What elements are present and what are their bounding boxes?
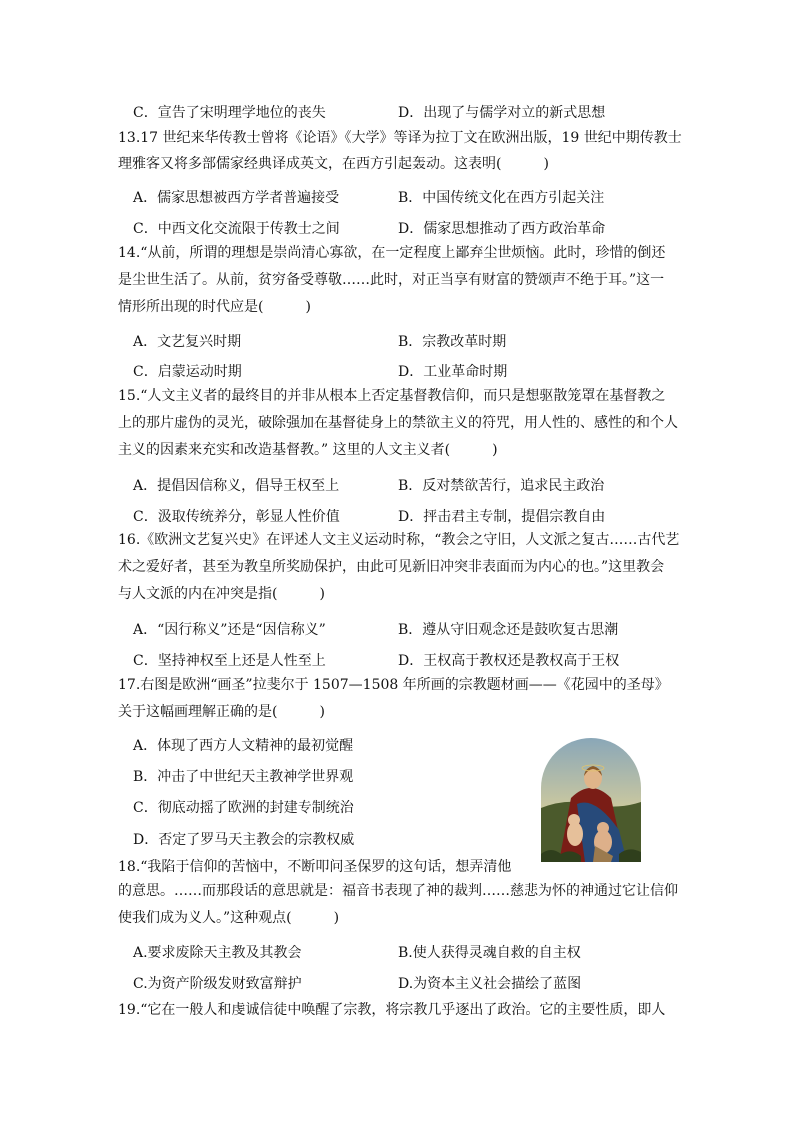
q17-option-b: B．冲击了中世纪天主教神学世界观	[133, 769, 354, 785]
q13-option-a: A．儒家思想被西方学者普遍接受	[133, 190, 340, 206]
q12-option-c: C．宣告了宋明理学地位的丧失	[133, 105, 326, 121]
q14-stem-line-1: 14.“从前，所谓的理想是崇尚清心寡欲，在一定程度上鄙弃尘世烦恼。此时，珍惜的倒还	[118, 245, 666, 261]
q17-stem-line-2: 关于这幅画理解正确的是( )	[118, 704, 325, 720]
q18-stem-line-2: 的意思。……而那段话的意思就是：福音书表现了神的裁判……慈悲为怀的神通过它让信仰	[118, 883, 678, 899]
q15-stem-line-3: 主义的因素来充实和改造基督教。” 这里的人文主义者( )	[118, 442, 498, 458]
q12-option-d: D．出现了与儒学对立的新式思想	[398, 105, 606, 121]
q15-stem-line-1: 15.“人文主义者的最终目的并非从根本上否定基督教信仰，而只是想驱散笼罩在基督教之	[118, 388, 666, 404]
q14-stem-line-3: 情形所出现的时代应是( )	[118, 299, 311, 315]
q15-option-a: A．提倡因信称义，倡导王权至上	[133, 478, 340, 494]
q14-option-b: B．宗教改革时期	[398, 334, 507, 350]
q15-option-b: B．反对禁欲苦行，追求民主政治	[398, 478, 605, 494]
q15-option-d: D．抨击君主专制，提倡宗教自由	[398, 509, 606, 525]
q15-stem-line-2: 上的那片虚伪的灵光，破除强加在基督徒身上的禁欲主义的符咒，用人性的、感性的和个人	[118, 415, 678, 431]
q14-option-c: C．启蒙运动时期	[133, 364, 242, 380]
q18-option-a: A.要求废除天主教及其教会	[133, 945, 302, 961]
madonna-painting	[541, 738, 641, 862]
q16-option-a: A．“因行称义”还是“因信称义”	[133, 622, 326, 638]
q16-option-b: B．遵从守旧观念还是鼓吹复古思潮	[398, 622, 619, 638]
q18-option-d: D.为资本主义社会描绘了蓝图	[398, 976, 582, 992]
q13-stem-line-1: 13.17 世纪来华传教士曾将《论语》《大学》等译为拉丁文在欧洲出版，19 世纪中期传教士	[118, 130, 682, 146]
q13-option-d: D．儒家思想推动了西方政治革命	[398, 221, 606, 237]
q16-stem-line-2: 术之爱好者，甚至为教皇所奖励保护，由此可见新旧冲突非表面而为内心的也。”这里教会	[118, 559, 665, 575]
q16-option-c: C．坚持神权至上还是人性至上	[133, 653, 326, 669]
q18-option-b: B.使人获得灵魂自救的自主权	[398, 945, 581, 961]
q13-option-c: C．中西文化交流限于传教士之间	[133, 221, 340, 237]
q16-stem-line-1: 16.《欧洲文艺复兴史》在评述人文主义运动时称，“教会之守旧，人文派之复古……古代艺	[118, 532, 680, 548]
q18-option-c: C.为资产阶级发财致富辩护	[133, 976, 302, 992]
q14-option-a: A．文艺复兴时期	[133, 334, 242, 350]
q15-option-c: C．汲取传统养分，彰显人性价值	[133, 509, 340, 525]
q17-option-d: D．否定了罗马天主教会的宗教权威	[133, 832, 355, 848]
q14-stem-line-2: 是尘世生活了。从前，贫穷备受尊敬……此时，对正当享有财富的赞颂声不绝于耳。”这一	[118, 272, 665, 288]
q16-stem-line-3: 与人文派的内在冲突是指( )	[118, 586, 325, 602]
q18-stem-line-3: 使我们成为义人。”这种观点( )	[118, 910, 340, 926]
q17-option-a: A．体现了西方人文精神的最初觉醒	[133, 738, 354, 754]
q17-stem-line-1: 17.右图是欧洲“画圣”拉斐尔于 1507—1508 年所画的宗教题材画——《花园中的圣母》	[118, 677, 669, 693]
q18-stem-line-1: 18.“我陷于信仰的苦恼中，不断叩问圣保罗的这句话，想弄清他	[118, 859, 512, 875]
q16-option-d: D．王权高于教权还是教权高于王权	[398, 653, 620, 669]
q13-stem-line-2: 理雅客又将多部儒家经典译成英文，在西方引起轰动。这表明( )	[118, 156, 549, 172]
q17-option-c: C．彻底动摇了欧洲的封建专制统治	[133, 800, 354, 816]
madonna-painting-art	[541, 738, 641, 862]
q14-option-d: D．工业革命时期	[398, 364, 508, 380]
q19-stem-line-1: 19.“它在一般人和虔诚信徒中唤醒了宗教，将宗教几乎逐出了政治。它的主要性质，即人	[118, 1002, 666, 1018]
q13-option-b: B．中国传统文化在西方引起关注	[398, 190, 605, 206]
